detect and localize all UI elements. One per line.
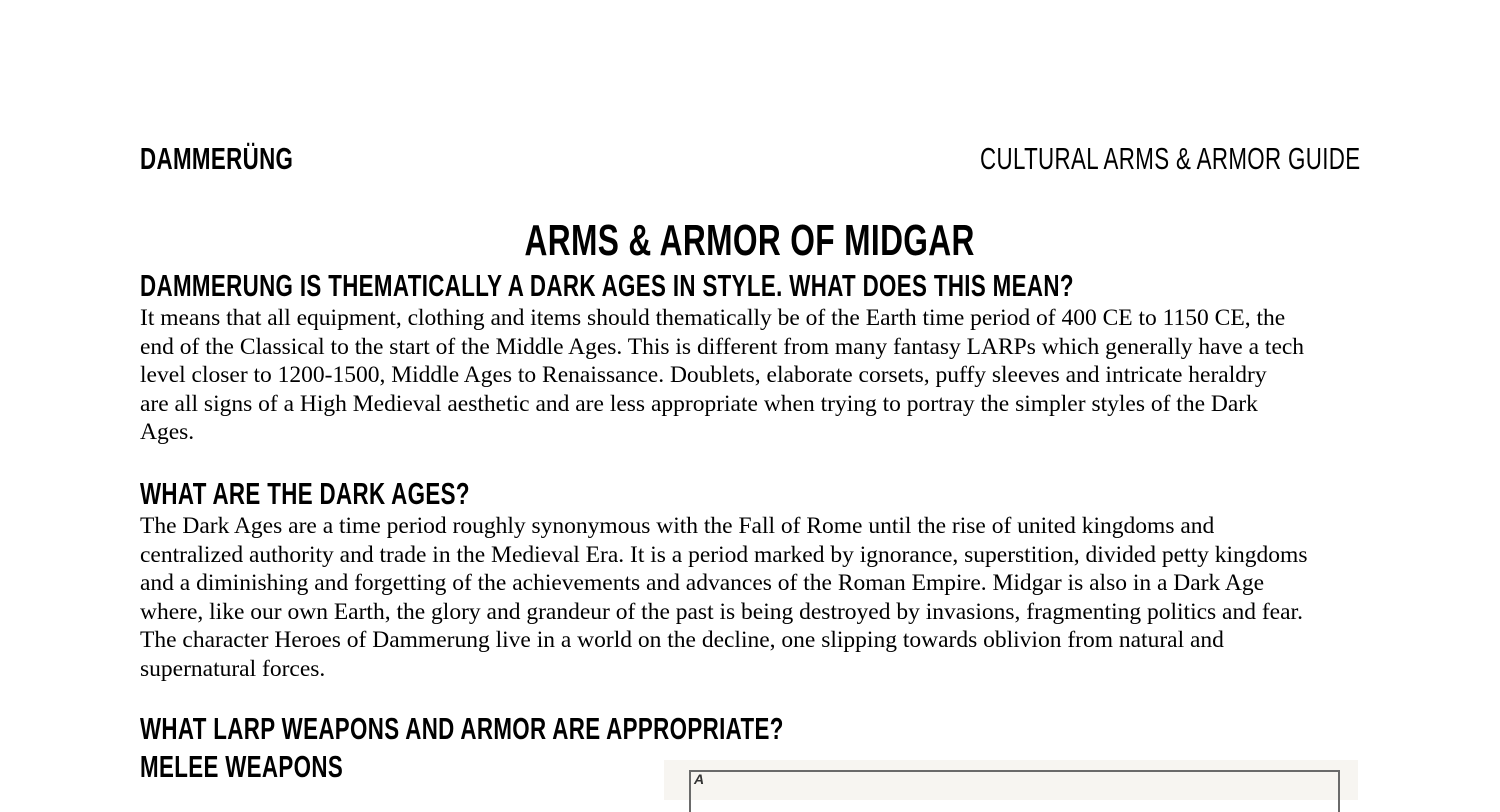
text-line: Ages. bbox=[140, 419, 195, 445]
text-line: end of the Classical to the start of the Middle Ages. This is different from many fantasy LARPs which generally have a tech bbox=[140, 333, 1305, 360]
text-line: level closer to 1200-1500, Middle Ages to Renaissance. Doublets, elaborate corsets, puffy sleeves and intricate heraldry bbox=[140, 362, 1267, 388]
section-heading: WHAT LARP WEAPONS AND ARMOR ARE APPROPRIATE? bbox=[140, 711, 784, 746]
page-title-text: ARMS & ARMOR OF MIDGAR bbox=[524, 216, 976, 265]
illustration-frame bbox=[689, 770, 1340, 812]
paragraph bbox=[140, 512, 1307, 683]
page-title bbox=[0, 216, 1500, 266]
section-heading: MELEE WEAPONS bbox=[140, 749, 344, 784]
weapons-illustration bbox=[664, 760, 1358, 800]
text-line: are all signs of a High Medieval aesthetic and are less appropriate when trying to portray the simpler styles of the Dark bbox=[140, 390, 1258, 417]
header-left: DAMMERÜNG bbox=[140, 141, 294, 176]
paragraph bbox=[140, 304, 1304, 447]
header-right: CULTURAL ARMS & ARMOR GUIDE bbox=[980, 141, 1361, 176]
figure-label: A bbox=[694, 771, 705, 787]
section-heading: WHAT ARE THE DARK AGES? bbox=[140, 476, 470, 511]
text-line: centralized authority and trade in the Medieval Era. It is a period marked by ignorance, superstition, divided petty kingdoms bbox=[140, 541, 1308, 568]
text-line: supernatural forces. bbox=[140, 655, 326, 682]
text-line: where, like our own Earth, the glory and grandeur of the past is being destroyed by invasions, fragmenting politics and fear. bbox=[140, 598, 1303, 625]
text-line: The Dark Ages are a time period roughly synonymous with the Fall of Rome until the rise of united kingdoms and bbox=[140, 513, 1215, 539]
text-line: and a diminishing and forgetting of the achievements and advances of the Roman Empire. Midgar is also in a Dark Age bbox=[140, 570, 1265, 596]
text-line: It means that all equipment, clothing and items should thematically be of the Earth time period of 400 CE to 1150 CE, the bbox=[140, 305, 1286, 331]
section-heading: DAMMERUNG IS THEMATICALLY A DARK AGES IN STYLE. WHAT DOES THIS MEAN? bbox=[140, 268, 1074, 303]
text-line: The character Heroes of Dammerung live in a world on the decline, one slipping towards oblivion from natural and bbox=[140, 627, 1224, 653]
